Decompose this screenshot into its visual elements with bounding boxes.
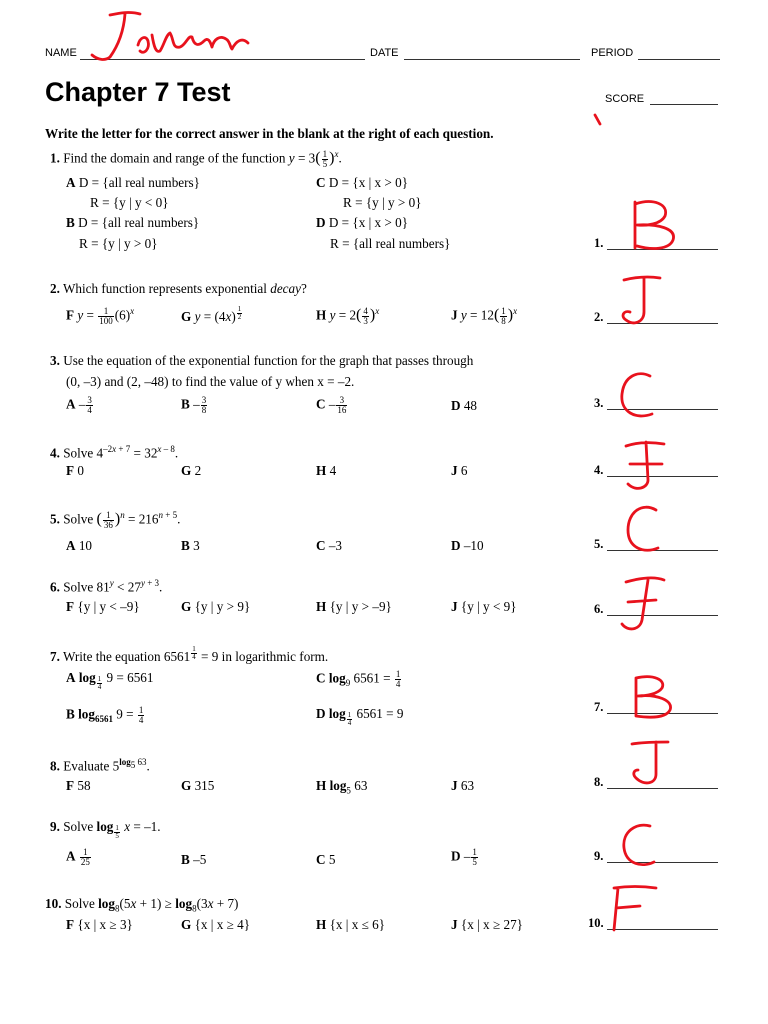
answer-blank-6-label: 6.: [594, 602, 604, 616]
score-line[interactable]: [650, 104, 718, 105]
page-title: Chapter 7 Test: [45, 77, 231, 107]
handwritten-answer-2: [612, 270, 672, 328]
question-7: 7. Write the equation 6561 $^{\frac{1}{4}}$ = 9 in logarithmic form.: [50, 645, 329, 664]
q7-option-c[interactable]: C $\log_9 6561$ = $\frac{1}{4}$: [316, 669, 401, 689]
q3-option-b[interactable]: B – $\frac{3}{8}$: [181, 395, 207, 415]
q2-option-g[interactable]: G y = (4x) $^{\frac{1}{2}}$: [181, 305, 242, 324]
instructions: Write the letter for the correct answer in the blank at the right of each question.: [45, 126, 494, 141]
answer-blank-5-label: 5.: [594, 537, 604, 551]
handwritten-answer-8: [622, 734, 678, 790]
q3-option-c[interactable]: C – $\frac{3}{16}$: [316, 395, 347, 415]
q5-option-c[interactable]: C –3: [316, 538, 343, 553]
q8-option-g[interactable]: G 315: [181, 778, 215, 793]
q4-option-j[interactable]: J 6: [451, 463, 468, 478]
q2-option-h[interactable]: H y = 2( $\frac{4}{3}$ )$^x$: [316, 305, 380, 326]
answer-blank-2-label: 2.: [594, 310, 604, 324]
answer-blank-10-label: 10.: [588, 916, 604, 930]
q7-option-a[interactable]: A log $_{\frac{1}{4}}$ 9 = 6561: [66, 670, 154, 692]
q1-option-a-range: R = {y | y < 0}: [90, 195, 169, 210]
handwritten-answer-5: [618, 502, 668, 558]
q4-option-h[interactable]: H 4: [316, 463, 337, 478]
question-4: 4. Solve $4^{-2x + 7} = 32^{x - 8}$.: [50, 444, 179, 461]
q1-option-d-range: R = {all real numbers}: [330, 236, 451, 251]
q10-option-j[interactable]: J {x | x ≥ 27}: [451, 917, 523, 932]
answer-blank-4-label: 4.: [594, 463, 604, 477]
question-3: 3. Use the equation of the exponential function for the graph that passes through: [50, 353, 474, 368]
q10-option-g[interactable]: G {x | x ≥ 4}: [181, 917, 251, 932]
question-2: 2. Which function represents exponential decay?: [50, 281, 307, 296]
name-label: NAME: [45, 47, 77, 59]
question-5: 5. Solve ( $\frac{1}{36}$ )$^n = 216^{n + 5}$.: [50, 509, 181, 530]
answer-blank-3-label: 3.: [594, 396, 604, 410]
q8-option-h[interactable]: H $\log_5 63$: [316, 778, 368, 796]
q1-option-b[interactable]: B D = {all real numbers}: [66, 215, 200, 230]
question-9: 9. Solve log $_{\frac{1}{5}}$ x = –1.: [50, 819, 161, 841]
q10-option-h[interactable]: H {x | x ≤ 6}: [316, 917, 386, 932]
handwritten-answer-1: [625, 198, 685, 254]
q4-option-f[interactable]: F 0: [66, 463, 84, 478]
q5-option-a[interactable]: A 10: [66, 538, 93, 553]
q3-option-a[interactable]: A – $\frac{3}{4}$: [66, 395, 92, 415]
handwritten-answer-6: [612, 572, 672, 638]
q6-option-j[interactable]: J {y | y < 9}: [451, 599, 517, 614]
answer-blank-1-label: 1.: [594, 236, 604, 250]
q4-option-g[interactable]: G 2: [181, 463, 202, 478]
q9-option-b[interactable]: B –5: [181, 852, 207, 867]
q5-option-b[interactable]: B 3: [181, 538, 200, 553]
question-1: 1. Find the domain and range of the function y = 3( $\frac{1}{5}$ )$^x$.: [50, 148, 342, 169]
ink-tick: [592, 112, 606, 128]
q1-option-d[interactable]: D D = {x | x > 0}: [316, 215, 409, 230]
q3-option-d[interactable]: D 48: [451, 398, 478, 413]
handwritten-answer-7: [628, 672, 688, 724]
handwritten-answer-9: [614, 818, 664, 874]
q6-option-h[interactable]: H {y | y > –9}: [316, 599, 392, 614]
period-line[interactable]: [638, 59, 720, 60]
question-3-line2: (0, –3) and (2, –48) to find the value of y when x = –2.: [66, 374, 355, 389]
q1-option-b-range: R = {y | y > 0}: [79, 236, 158, 251]
handwritten-answer-3: [612, 368, 662, 424]
q6-option-f[interactable]: F {y | y < –9}: [66, 599, 140, 614]
q2-option-j[interactable]: J y = 12( $\frac{1}{8}$ )$^x$: [451, 305, 518, 326]
q9-option-a[interactable]: A $\frac{1}{25}$: [66, 847, 90, 867]
q7-option-d[interactable]: D log $_{\frac{1}{4}}$ 6561 = 9: [316, 706, 404, 728]
q6-option-g[interactable]: G {y | y > 9}: [181, 599, 251, 614]
q2-option-f[interactable]: F y = $\frac{1}{100}$ $(6)^x$: [66, 305, 135, 326]
date-label: DATE: [370, 47, 399, 59]
q7-option-b[interactable]: B $\log_{6561} 9$ = $\frac{1}{4}$: [66, 705, 144, 725]
answer-blank-7-label: 7.: [594, 700, 604, 714]
question-10: 10. Solve $\log_8(5x + 1) \ge \log_8(3x + 7)$: [45, 896, 239, 914]
handwritten-answer-10: [604, 880, 664, 936]
q1-option-c[interactable]: C D = {x | x > 0}: [316, 175, 409, 190]
question-6: 6. Solve $81^y < 27^{y + 3}$.: [50, 578, 163, 595]
date-line[interactable]: [404, 59, 580, 60]
question-8: 8. Evaluate $5^{log_5 63}$.: [50, 757, 150, 774]
signature-handwriting: [80, 5, 260, 65]
q9-option-d[interactable]: D – $\frac{1}{5}$: [451, 847, 477, 867]
handwritten-answer-4: [612, 434, 676, 494]
answer-blank-8-label: 8.: [594, 775, 604, 789]
q9-option-c[interactable]: C 5: [316, 852, 336, 867]
q1-option-c-range: R = {y | y > 0}: [343, 195, 422, 210]
q1-option-a[interactable]: A D = {all real numbers}: [66, 175, 200, 190]
q10-option-f[interactable]: F {x | x ≥ 3}: [66, 917, 133, 932]
q8-option-f[interactable]: F 58: [66, 778, 91, 793]
period-label: PERIOD: [591, 47, 634, 59]
score-label: SCORE: [605, 93, 645, 105]
q5-option-d[interactable]: D –10: [451, 538, 484, 553]
q8-option-j[interactable]: J 63: [451, 778, 475, 793]
answer-blank-9-label: 9.: [594, 849, 604, 863]
